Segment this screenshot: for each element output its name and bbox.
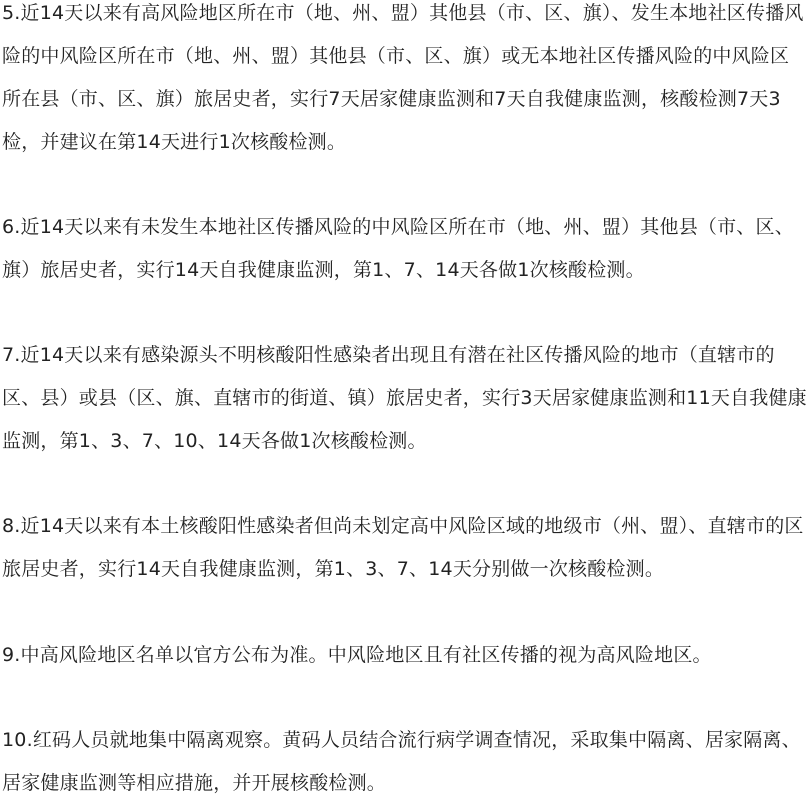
paragraph-10: 10.红码人员就地集中隔离观察。黄码人员结合流行病学调查情况，采取集中隔离、居家隔离、居家健康监测等相应措施，并开展核酸检测。 xyxy=(2,729,801,794)
paragraph-7: 7.近14天以来有感染源头不明核酸阳性感染者出现且有潜在社区传播风险的地市（直辖市的区、县）或县（区、旗、直辖市的街道、镇）旅居史者，实行3天居家健康监测和11天自我健康监测，第1、3、7、10、14天各做1次核酸检测。 xyxy=(2,344,807,452)
paragraph-5: 5.近14天以来有高风险地区所在市（地、州、盟）其他县（市、区、旗）、发生本地社区传播风险的中风险区所在市（地、州、盟）其他县（市、区、旗）或无本地社区传播风险的中风险区所在县（市、区、旗）旅居史者，实行7天居家健康监测和7天自我健康监测，核酸检测7天3检，并建议在第14天进行1次核酸检测。 xyxy=(2,2,804,153)
paragraph-8: 8.近14天以来有本土核酸阳性感染者但尚未划定高中风险区域的地级市（州、盟）、直辖市的区旅居史者，实行14天自我健康监测，第1、3、7、14天分别做一次核酸检测。 xyxy=(2,515,804,580)
paragraph-6: 6.近14天以来有未发生本地社区传播风险的中风险区所在市（地、州、盟）其他县（市、区、旗）旅居史者，实行14天自我健康监测，第1、7、14天各做1次核酸检测。 xyxy=(2,216,794,281)
paragraph-9: 9.中高风险地区名单以官方公布为准。中风险地区且有社区传播的视为高风险地区。 xyxy=(2,644,712,666)
